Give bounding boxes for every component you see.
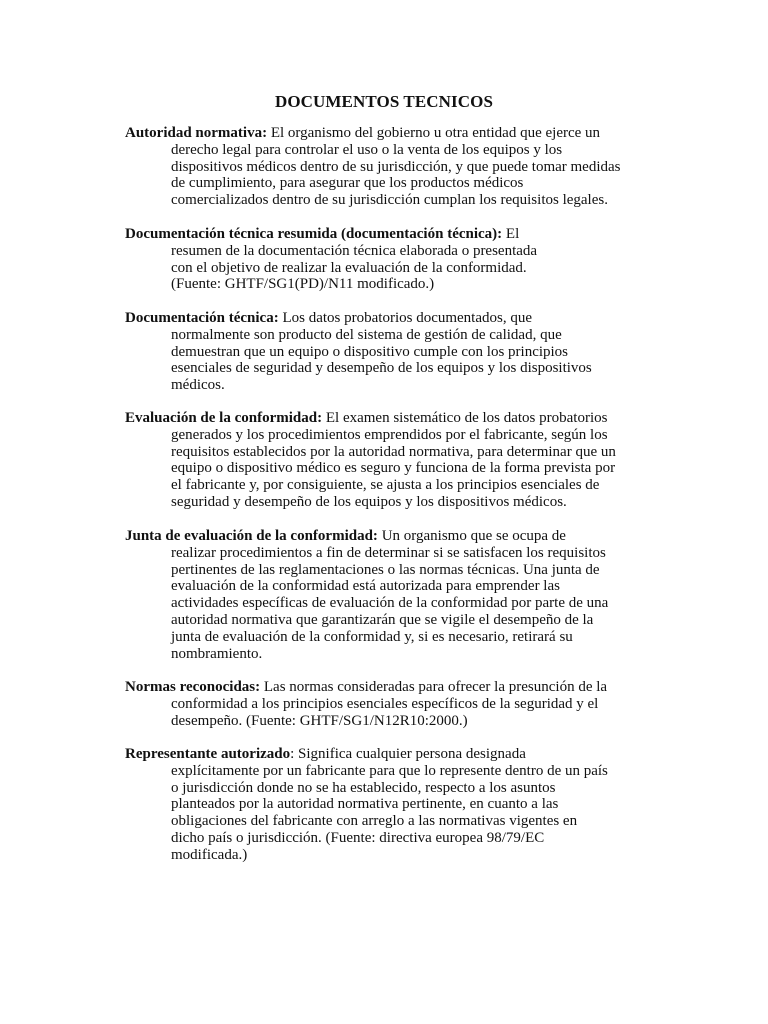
definition-text: demuestran que un equipo o dispositivo cumple con los principios (171, 343, 569, 360)
definition-text: El (502, 226, 520, 242)
definition-text: médicos. (171, 377, 225, 394)
definition-text: derecho legal para controlar el uso o la venta de los equipos y los (171, 141, 563, 158)
definition-text: Un organismo que se ocupa de (377, 528, 566, 544)
definition-text: modificada.) (171, 846, 248, 863)
definition-text: desempeño. (Fuente: GHTF/SG1/N12R10:2000.) (171, 712, 468, 729)
definition-text: el fabricante y, por consiguiente, se ajusta a los principios esenciales de (171, 477, 600, 494)
definition-text: dispositivos médicos dentro de su jurisdicción, y que puede tomar medidas (171, 158, 621, 175)
definition-text: conformidad a los principios esenciales específicos de la seguridad y el (171, 695, 599, 712)
definition-text: realizar procedimientos a fin de determinar si se satisfacen los requisitos (171, 544, 606, 561)
definition-text: planteados por la autoridad normativa pertinente, en cuanto a las (171, 796, 559, 813)
definition-text: nombramiento. (171, 645, 263, 662)
definition-autoridad-normativa (125, 125, 621, 209)
definition-term: Autoridad normativa: (125, 125, 268, 141)
definition-representante-autorizado (125, 746, 608, 864)
definition-term: Evaluación de la conformidad: (125, 410, 323, 426)
definition-term: Documentación técnica: (125, 310, 279, 326)
definition-text: equipo o dispositivo médico es seguro y funciona de la forma prevista por (171, 460, 616, 477)
definition-text: El organismo del gobierno u otra entidad que ejerce un (267, 125, 601, 141)
definition-term: Documentación técnica resumida (documentación técnica): (125, 226, 503, 242)
definition-text: explícitamente por un fabricante para que lo represente dentro de un país (171, 762, 608, 779)
definition-text: normalmente son producto del sistema de gestión de calidad, que (171, 326, 562, 343)
definition-text: evaluación de la conformidad está autorizada para emprender las (171, 578, 560, 595)
definition-documentacion-tecnica (125, 310, 592, 394)
definition-text: de cumplimiento, para asegurar que los productos médicos (171, 175, 524, 192)
definition-text: con el objetivo de realizar la evaluación de la conformidad. (171, 259, 527, 276)
definition-text: : Significa cualquier persona designada (290, 746, 526, 762)
definition-text: esenciales de seguridad y desempeño de los equipos y los dispositivos (171, 360, 592, 377)
definition-text: seguridad y desempeño de los equipos y los dispositivos médicos. (171, 493, 567, 510)
definition-text: requisitos establecidos por la autoridad normativa, para determinar que un (171, 443, 616, 460)
definition-text: El examen sistemático de los datos probatorios (322, 410, 608, 426)
definition-text: Los datos probatorios documentados, que (278, 310, 533, 326)
definition-junta-evaluacion (125, 528, 608, 662)
definition-text: junta de evaluación de la conformidad y, si es necesario, retirará su (171, 628, 573, 645)
definition-text: (Fuente: GHTF/SG1(PD)/N11 modificado.) (171, 276, 435, 293)
definition-text: autoridad normativa que garantizarán que se vigile el desempeño de la (171, 611, 594, 628)
definition-term: Junta de evaluación de la conformidad: (125, 528, 378, 544)
definition-text: generados y los procedimientos emprendidos por el fabricante, según los (171, 426, 608, 443)
definition-text: actividades específicas de evaluación de la conformidad por parte de una (171, 595, 609, 612)
definition-text: resumen de la documentación técnica elaborada o presentada (171, 242, 538, 259)
definition-evaluacion-conformidad (125, 410, 616, 511)
definition-text: obligaciones del fabricante con arreglo a las normativas vigentes en (171, 813, 578, 830)
definition-term: Representante autorizado (125, 746, 291, 762)
definition-term: Normas reconocidas: (125, 679, 261, 695)
definition-documentacion-tecnica-resumida (125, 226, 537, 293)
definition-text: dicho país o jurisdicción. (Fuente: directiva europea 98/79/EC (171, 829, 545, 846)
definition-text: pertinentes de las reglamentaciones o las normas técnicas. Una junta de (171, 561, 600, 578)
definition-text: comercializados dentro de su jurisdicción cumplan los requisitos legales. (171, 192, 608, 209)
definition-text: o jurisdicción donde no se ha establecido, respecto a los asuntos (171, 779, 556, 796)
page-title: DOCUMENTOS TECNICOS (274, 92, 494, 111)
definition-normas-reconocidas (125, 679, 607, 729)
definition-text: Las normas consideradas para ofrecer la presunción de la (260, 679, 608, 695)
